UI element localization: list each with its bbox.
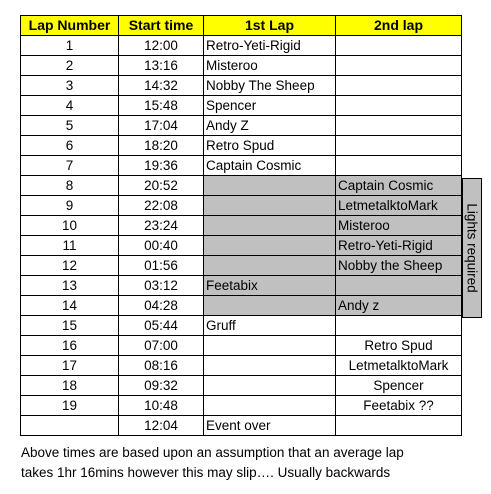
- start-time-cell: 22:08: [119, 196, 204, 216]
- table-row: [21, 96, 462, 116]
- start-time-cell: 05:44: [119, 316, 204, 336]
- lap-schedule-sheet: [20, 15, 462, 436]
- start-time-cell: 23:24: [119, 216, 204, 236]
- start-time-cell: 18:20: [119, 136, 204, 156]
- second-lap-cell: [336, 76, 462, 96]
- first-lap-cell: [204, 356, 336, 376]
- table-row: [21, 256, 462, 276]
- lap-number-cell: 19: [21, 396, 119, 416]
- second-lap-cell: [336, 116, 462, 136]
- second-lap-cell: Captain Cosmic: [336, 176, 462, 196]
- table-row: [21, 36, 462, 56]
- table-row: [21, 276, 462, 296]
- table-row: [21, 76, 462, 96]
- second-lap-cell: Retro-Yeti-Rigid: [336, 236, 462, 256]
- start-time-cell: 20:52: [119, 176, 204, 196]
- first-lap-cell: Nobby The Sheep: [204, 76, 336, 96]
- lap-number-cell: 3: [21, 76, 119, 96]
- header-row: [21, 16, 462, 36]
- lap-number-cell: 11: [21, 236, 119, 256]
- second-lap-cell: [336, 316, 462, 336]
- first-lap-cell: Captain Cosmic: [204, 156, 336, 176]
- first-lap-cell: Feetabix: [204, 276, 336, 296]
- lap-number-cell: 4: [21, 96, 119, 116]
- lap-number-cell: 6: [21, 136, 119, 156]
- lap-number-cell: 9: [21, 196, 119, 216]
- lap-number-cell: [21, 416, 119, 436]
- table-row: [21, 196, 462, 216]
- header-first-lap: 1st Lap: [204, 16, 336, 36]
- second-lap-cell: Misteroo: [336, 216, 462, 236]
- first-lap-cell: [204, 196, 336, 216]
- second-lap-cell: Retro Spud: [336, 336, 462, 356]
- second-lap-cell: Spencer: [336, 376, 462, 396]
- second-lap-cell: Andy z: [336, 296, 462, 316]
- start-time-cell: 14:32: [119, 76, 204, 96]
- lap-number-cell: 7: [21, 156, 119, 176]
- first-lap-cell: Andy Z: [204, 116, 336, 136]
- first-lap-cell: Spencer: [204, 96, 336, 116]
- start-time-cell: 08:16: [119, 356, 204, 376]
- table-row: [21, 316, 462, 336]
- start-time-cell: 01:56: [119, 256, 204, 276]
- lap-number-cell: 18: [21, 376, 119, 396]
- table-row: [21, 176, 462, 196]
- start-time-cell: 04:28: [119, 296, 204, 316]
- lap-number-cell: 5: [21, 116, 119, 136]
- second-lap-cell: [336, 416, 462, 436]
- start-time-cell: 13:16: [119, 56, 204, 76]
- first-lap-cell: Misteroo: [204, 56, 336, 76]
- lap-number-cell: 17: [21, 356, 119, 376]
- first-lap-cell: [204, 296, 336, 316]
- second-lap-cell: LetmetalktoMark: [336, 196, 462, 216]
- first-lap-cell: Event over: [204, 416, 336, 436]
- header-lap-number: Lap Number: [21, 16, 119, 36]
- first-lap-cell: [204, 396, 336, 416]
- first-lap-cell: Retro-Yeti-Rigid: [204, 36, 336, 56]
- lap-number-cell: 16: [21, 336, 119, 356]
- first-lap-cell: [204, 336, 336, 356]
- table-row: [21, 296, 462, 316]
- lights-required-text: Lights required: [464, 203, 480, 293]
- second-lap-cell: [336, 156, 462, 176]
- second-lap-cell: LetmetalktoMark: [336, 356, 462, 376]
- table-row: [21, 216, 462, 236]
- first-lap-cell: [204, 376, 336, 396]
- lap-number-cell: 14: [21, 296, 119, 316]
- first-lap-cell: [204, 236, 336, 256]
- table-row: [21, 156, 462, 176]
- start-time-cell: 00:40: [119, 236, 204, 256]
- start-time-cell: 09:32: [119, 376, 204, 396]
- table-row: [21, 116, 462, 136]
- second-lap-cell: [336, 36, 462, 56]
- lap-schedule-table: [20, 15, 462, 436]
- second-lap-cell: Nobby the Sheep: [336, 256, 462, 276]
- first-lap-cell: Gruff: [204, 316, 336, 336]
- schedule-note: [21, 443, 481, 483]
- table-row: [21, 396, 462, 416]
- table-row: [21, 356, 462, 376]
- second-lap-cell: [336, 56, 462, 76]
- header-second-lap: 2nd lap: [336, 16, 462, 36]
- start-time-cell: 12:00: [119, 36, 204, 56]
- table-body: [21, 36, 462, 436]
- start-time-cell: 10:48: [119, 396, 204, 416]
- lap-number-cell: 8: [21, 176, 119, 196]
- start-time-cell: 07:00: [119, 336, 204, 356]
- note-line: Above times are based upon an assumption that an average lap: [21, 445, 404, 460]
- lap-number-cell: 10: [21, 216, 119, 236]
- second-lap-cell: [336, 136, 462, 156]
- header-start-time: Start time: [119, 16, 204, 36]
- second-lap-cell: [336, 96, 462, 116]
- table-row: [21, 336, 462, 356]
- lap-number-cell: 1: [21, 36, 119, 56]
- first-lap-cell: [204, 176, 336, 196]
- lap-number-cell: 15: [21, 316, 119, 336]
- table-row: [21, 56, 462, 76]
- note-line: takes 1hr 16mins however this may slip…. Usually backwards: [21, 465, 391, 480]
- second-lap-cell: Feetabix ??: [336, 396, 462, 416]
- start-time-cell: 03:12: [119, 276, 204, 296]
- lap-number-cell: 13: [21, 276, 119, 296]
- lap-number-cell: 2: [21, 56, 119, 76]
- lap-number-cell: 12: [21, 256, 119, 276]
- table-row: [21, 236, 462, 256]
- start-time-cell: 15:48: [119, 96, 204, 116]
- start-time-cell: 12:04: [119, 416, 204, 436]
- first-lap-cell: [204, 216, 336, 236]
- table-row: [21, 376, 462, 396]
- start-time-cell: 17:04: [119, 116, 204, 136]
- start-time-cell: 19:36: [119, 156, 204, 176]
- first-lap-cell: [204, 256, 336, 276]
- table-row: [21, 416, 462, 436]
- second-lap-cell: [336, 276, 462, 296]
- table-row: [21, 136, 462, 156]
- first-lap-cell: Retro Spud: [204, 136, 336, 156]
- lights-required-label: [462, 178, 482, 318]
